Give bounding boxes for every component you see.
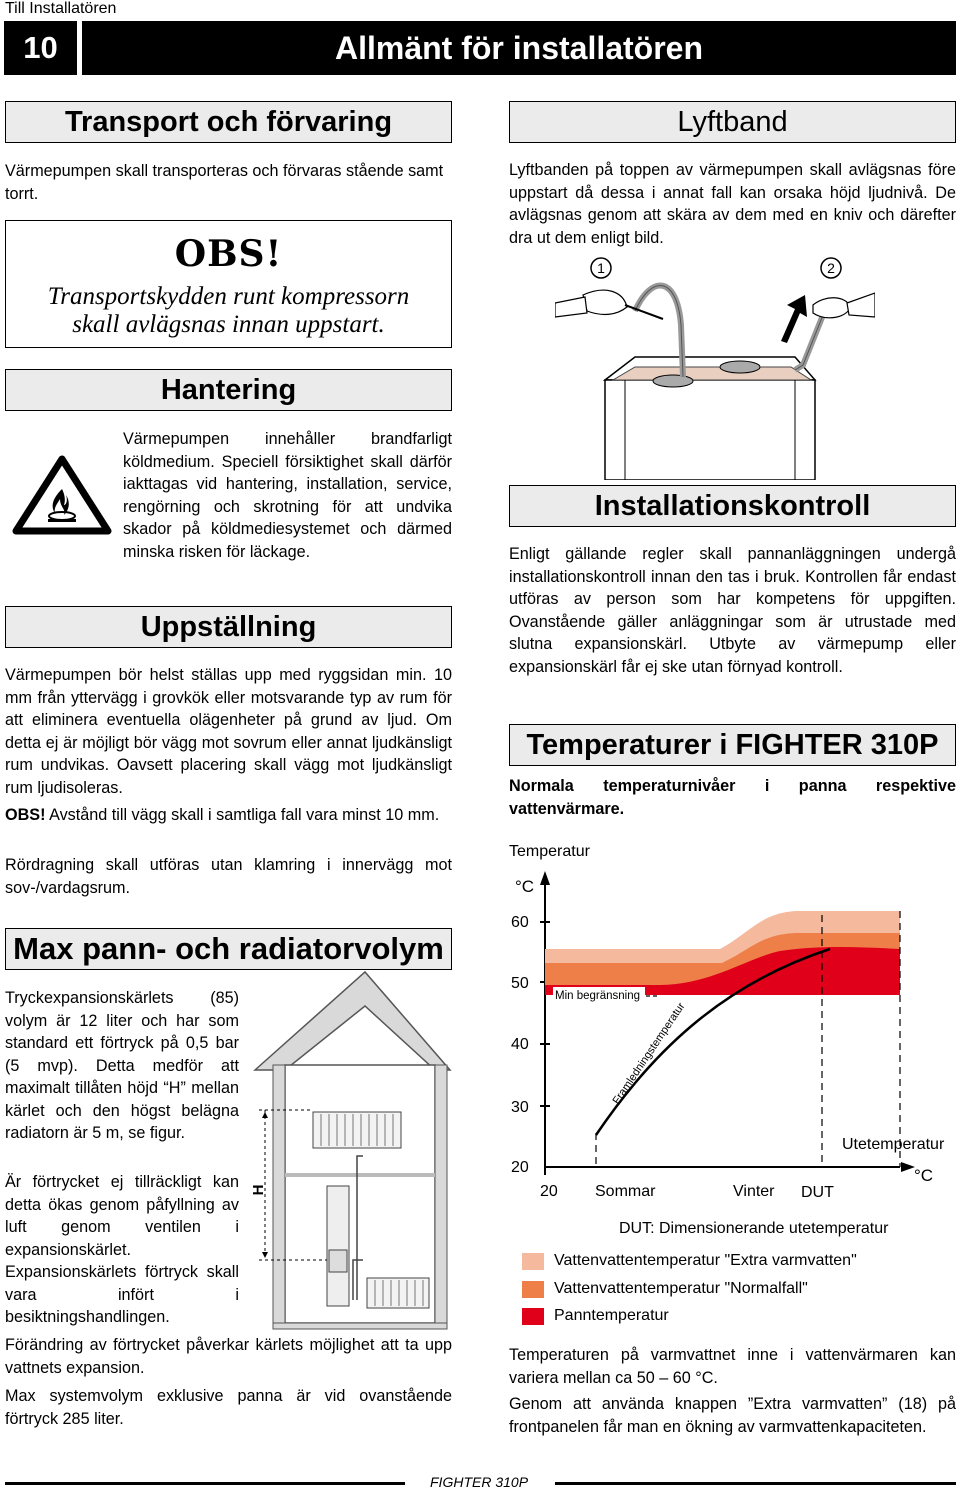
obs-notice-line1: Transportskydden runt kompressorn [47,283,410,310]
legend-label-panna: Panntemperatur [554,1307,669,1324]
installationskontroll-heading: Installationskontroll [509,485,956,527]
temperaturer-para2: Genom att använda knappen ”Extra varmvatten” (18) på frontpanelen får man en ökning av varmvattenkapaciteten. [509,1395,956,1436]
ytick-40: 40 [511,1036,529,1053]
chart-yunit: °C [515,877,535,896]
uppstallning-para3: Rördragning skall utföras utan klamring i innervägg mot sov-/vardagsrum. [5,856,452,897]
chart-xlabel: Utetemperatur [842,1136,945,1153]
footer-rule-right [555,1482,956,1485]
lyftband-body: Lyftbanden på toppen av värmepumpen skall avlägsnas före uppstart då dessa i annat fall kan orsaka höjd ljudnivå. De avlägsnas genom att skära av dem med en kniv och därefter dra ut dem enligt bild. [509,161,956,247]
height-label: H [250,1184,267,1196]
uppstallning-para1: Värmepumpen bör helst ställas upp med ryggsidan min. 10 mm från yttervägg i grovkök eller motsvarande typ av rum för att eliminera eventuella olägenheter på grund av ljud. Om detta ej är möjligt bör vägg mot sovrum eller annat ljudkänsligt rum undvikas. Oavsett placering skall vägg mot ljudkänsligt rum ljudisoleras. [5,666,452,797]
x-label-vinter: Vinter [733,1183,775,1200]
annotation-framledningstemperatur: Framledningstemperatur [610,1000,688,1107]
lyftband-figure [555,255,875,480]
temperaturer-intro: Normala temperaturnivåer i panna respektive vattenvärmare. [509,777,956,818]
legend-swatch-extra [522,1253,544,1270]
hantering-heading: Hantering [5,369,452,411]
uppstallning-obs-text: Avstånd till vägg skall i samtliga fall vara minst 10 mm. [45,806,440,824]
uppstallning-obs [5,804,452,827]
step-2-label: 2 [827,260,835,276]
ytick-60: 60 [511,914,529,931]
uppstallning-heading: Uppställning [5,606,452,648]
max-volume-para1: Tryckexpansionskärlets (85) volym är 12 liter och har som standard ett förtryck på 0,5 bar (5 mvp). Detta medför att maximalt tillåten höjd “H” mellan kärlet och den högst belägna radiatorn är 5 m, se figur. [5,989,239,1142]
max-volume-para2: Är förtrycket ej tillräckligt kan detta ökas genom påfyllning av luft genom ventilen i expansionskärlet. Expansionskärlets förtryck skall vara infört i besiktningshandlingen. [5,1173,239,1326]
ytick-30: 30 [511,1099,529,1116]
obs-notice-label: OBS! [174,233,283,275]
chart-ylabel: Temperatur [509,843,590,860]
max-volume-para3: Förändring av förtrycket påverkar kärlets möjlighet att ta upp vattnets expansion. [5,1336,452,1377]
page-number: 10 [4,21,77,75]
footer-model: FIGHTER 310P [430,1474,529,1490]
max-volume-heading: Max pann- och radiatorvolym [5,928,452,970]
hantering-body: Värmepumpen innehåller brandfarligt köldmedium. Speciell försiktighet skall därför iakttagas vid hantering, installation, service, rengörning och skrotning för att undvika skador på köldmediesystemet och därmed minska risken för läckage. [123,430,452,561]
obs-notice-box [5,220,452,348]
obs-notice-line2: skall avlägsnas innan uppstart. [72,311,385,338]
chart-xunit: °C [914,1166,934,1185]
dut-note: DUT: Dimensionerande utetemperatur [619,1220,889,1237]
footer-rule [5,1482,405,1485]
transport-body: Värmepumpen skall transporteras och förvaras stående samt torrt. [5,162,444,203]
x-label-sommar: Sommar [595,1183,656,1200]
installationskontroll-body: Enligt gällande regler skall pannanläggningen undergå installationskontroll innan den tas i bruk. Kontrollen får endast utföras av person som har kompetens för uppgiften. Ovanstående gäller anläggningar som är utrustade med slutna expansionskärl. Utbyte av värmepump eller expansionskärl får ej ske utan förnyad kontroll. [509,545,956,676]
step-1-label: 1 [597,260,605,276]
temperaturer-heading: Temperaturer i FIGHTER 310P [509,724,956,766]
x-label-dut: DUT [801,1184,834,1201]
house-figure [245,960,455,1330]
running-title: Till Installatören [5,0,117,17]
uppstallning-obs-label: OBS! [5,806,46,824]
max-volume-para4: Max systemvolym exklusive panna är vid ovanstående förtryck 285 liter. [5,1387,452,1428]
legend-swatch-normal [522,1281,544,1298]
x-start-label: 20 [540,1183,558,1200]
transport-heading: Transport och förvaring [5,101,452,143]
temperature-chart [500,835,960,1205]
flammable-warning-icon [12,455,112,537]
legend-label-normal: Vattenvattentemperatur "Normalfall" [554,1280,808,1297]
legend-label-extra: Vattenvattentemperatur "Extra varmvatten" [554,1252,857,1269]
lyftband-heading: Lyftband [509,101,956,143]
annotation-min-begransning: Min begränsning [555,990,641,1002]
ytick-50: 50 [511,975,529,992]
chapter-title: Allmänt för installatören [82,21,956,75]
temperaturer-para1: Temperaturen på varmvattnet inne i vattenvärmaren kan variera mellan ca 50 – 60 °C. [509,1346,956,1387]
legend-swatch-panna [522,1308,544,1325]
ytick-20: 20 [511,1159,529,1176]
